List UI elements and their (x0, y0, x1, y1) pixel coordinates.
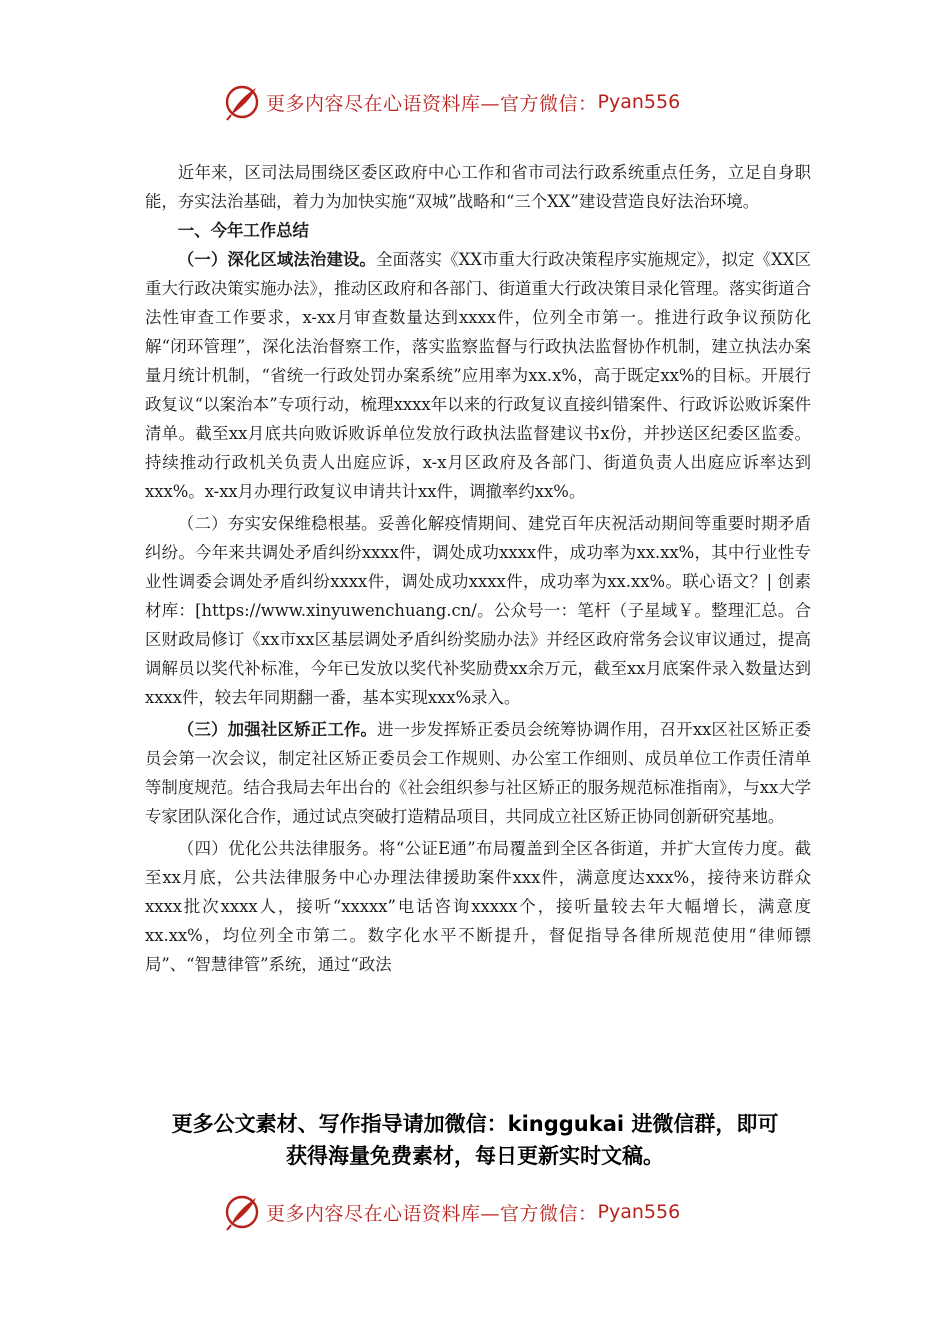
footer-banner-text: 更多内容尽在心语资料库—官方微信： (266, 1202, 598, 1225)
section-4-lead: （四）优化公共法律服务。 (177, 839, 380, 858)
section-4-body: 将“公证E通”布局覆盖到全区各街道，并扩大宣传力度。截至xx月底，公共法律服务中心办理法律援助案件xxx件，满意度达xxx%，接待来访群众xxxx批次xxxx人，接听“xxxxx”电话咨询xxxxx个，接听量较去年大幅增长，满意度xx.xx%，均位列全市第二。数字化水平不断提升，督促指导各律所规范使用“律师镖局”、“智慧律管”系统，通过“政法 (145, 839, 812, 974)
section-4-paragraph (145, 834, 811, 979)
promo-line-1: 更多公文素材、写作指导请加微信：kinggukai 进微信群，即可 (171, 1112, 779, 1136)
section-heading: 一、今年工作总结 (177, 221, 309, 240)
document-body (145, 158, 811, 979)
header-wechat-id: Pyan556 (597, 91, 681, 113)
section-1-paragraph (145, 245, 811, 506)
footer-banner[interactable] (222, 1190, 742, 1234)
section-2-body: 妥善化解疫情期间、建党百年庆祝活动期间等重要时期矛盾纠纷。今年来共调处矛盾纠纷xxxx件，调处成功xxxx件，成功率为xx.xx%，其中行业性专业性调委会调处矛盾纠纷xxxx件，调处成功xxxx件，成功率为xx.xx%。联心语文？| 创素材库：[https://www.xinyuwenchuang.cn/。公众号一：笔杆（子星域￥。整理汇总。合区财政局修订《xx市xx区基层调处矛盾纠纷奖励办法》并经区政府常务会议审议通过，提高调解员以奖代补标准，今年已发放以奖代补奖励费xx余万元，截至xx月底案件录入数量达到xxxx件，较去年同期翻一番，基本实现xxx%录入。 (145, 514, 811, 707)
intro-paragraph: 近年来，区司法局围绕区委区政府中心工作和省市司法行政系统重点任务，立足自身职能，夯实法治基础，着力为加快实施“双城”战略和“三个XX”建设营造良好法治环境。 (145, 163, 811, 211)
header-banner-text: 更多内容尽在心语资料库—官方微信： (266, 92, 598, 115)
section-2-lead: （二）夯实安保维稳根基。 (177, 514, 378, 533)
footer-wechat-id: Pyan556 (597, 1201, 681, 1223)
quill-logo-icon (222, 82, 262, 122)
promo-notice (100, 1108, 850, 1172)
section-1-lead: （一）深化区域法治建设。 (177, 250, 376, 269)
quill-logo-icon (222, 1192, 262, 1232)
section-1-body: 全面落实《XX市重大行政决策程序实施规定》，拟定《XX区重大行政决策实施办法》，推动区政府和各部门、街道重大行政决策目录化管理。落实街道合法性审查工作要求，x-xx月审查数量达到xxxx件，位列全市第一。推进行政争议预防化解“闭环管理”，深化法治督察工作，落实监察监督与行政执法监督协作机制，建立执法办案量月统计机制，“省统一行政处罚办案系统”应用率为xx.x%，高于既定xx%的目标。开展行政复议“以案治本”专项行动，梳理xxxx年以来的行政复议直接纠错案件、行政诉讼败诉案件清单。截至xx月底共向败诉败诉单位发放行政执法监督建议书x份，并抄送区纪委区监委。持续推动行政机关负责人出庭应诉，x-x月区政府及各部门、街道负责人出庭应诉率达到xxx%。x-xx月办理行政复议申请共计xx件，调撤率约xx%。 (145, 250, 811, 501)
section-3-body: 进一步发挥矫正委员会统筹协调作用，召开xx区社区矫正委员会第一次会议，制定社区矫正委员会工作规则、办公室工作细则、成员单位工作责任清单等制度规范。结合我局去年出台的《社会组织参与社区矫正的服务规范标准指南》，与xx大学专家团队深化合作，通过试点突破打造精品项目，共同成立社区矫正协同创新研究基地。 (145, 720, 811, 826)
header-banner[interactable] (222, 80, 742, 124)
promo-line-2: 获得海量免费素材，每日更新实时文稿。 (286, 1144, 664, 1168)
section-3-lead: （三）加强社区矫正工作。 (177, 720, 378, 739)
section-2-paragraph (145, 509, 811, 712)
section-3-paragraph (145, 715, 811, 831)
